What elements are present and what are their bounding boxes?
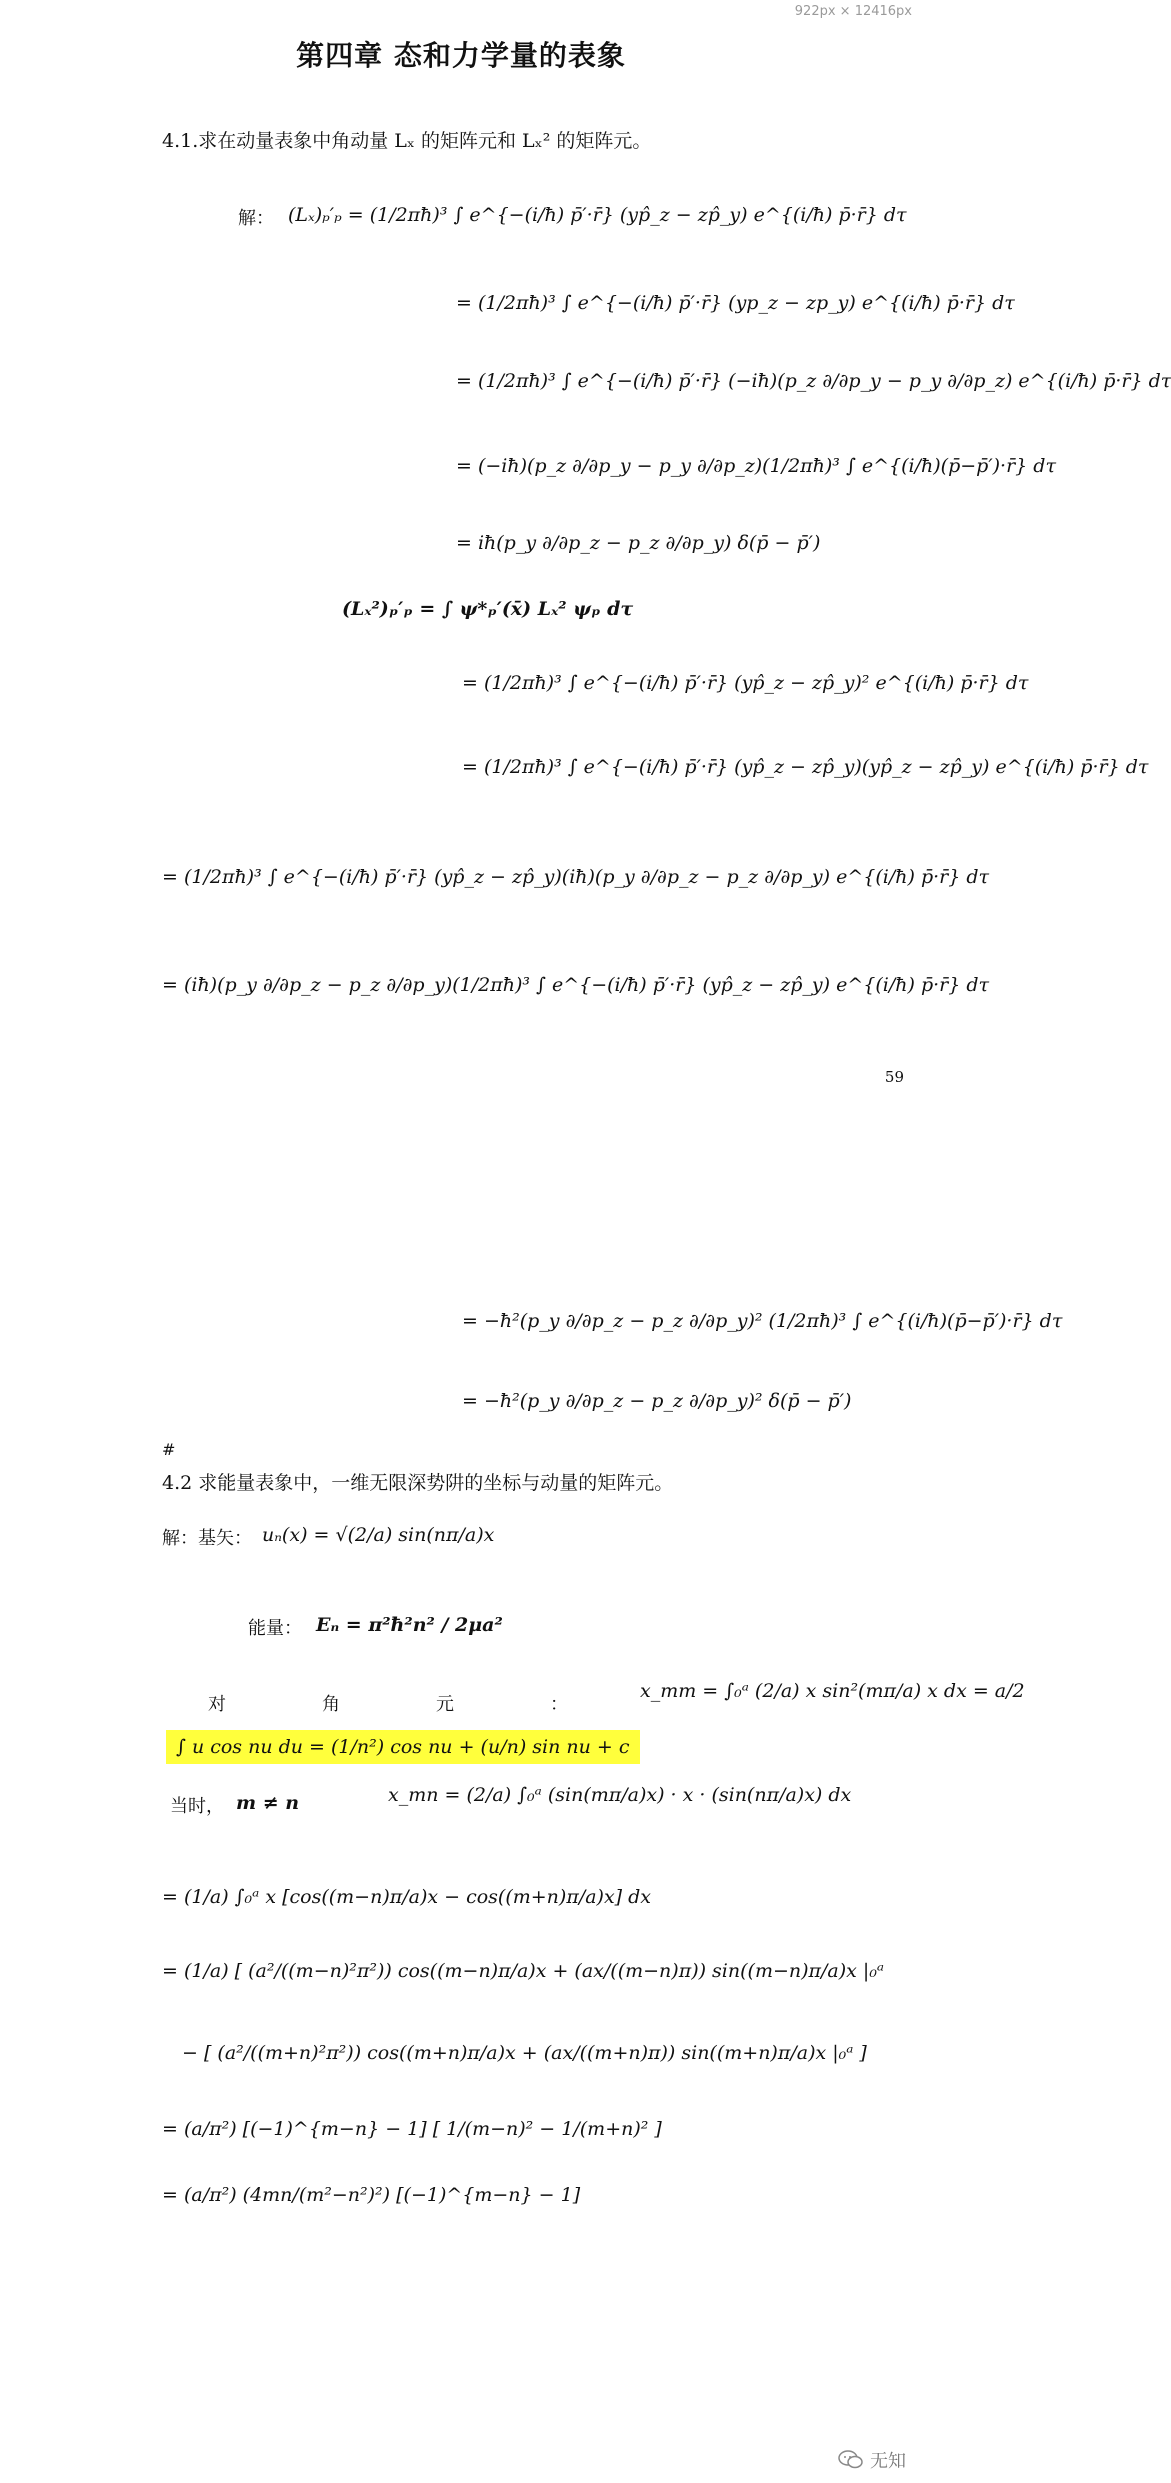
diagonal-label-char: 角 [322,1694,340,1715]
derivation-line-1: = (1/a) ∫₀ᵃ x [cos((m−n)π/a)x − cos((m+n)π/a)x] dx [162,1886,651,1908]
lx2-definition: (Lₓ²)ₚ′ₚ = ∫ ψ*ₚ′(x̄) Lₓ² ψₚ dτ [342,598,634,620]
watermark-text: 无知 [870,2451,906,2472]
highlighted-integral-formula: ∫ u cos nu du = (1/n²) cos nu + (u/n) sin nu + c [166,1730,640,1764]
lx2-line-2: = (1/2πħ)³ ∫ e^{−(i/ħ) p̄′·r̄} (yp̂_z − zp̂_y)(yp̂_z − zp̂_y) e^{(i/ħ) p̄·r̄} dτ [462,756,1149,778]
lx2-line-5: = −ħ²(p_y ∂/∂p_z − p_z ∂/∂p_y)² (1/2πħ)³ ∫ e^{(i/ħ)(p̄−p̄′)·r̄} dτ [462,1310,1063,1332]
lx-line-2: = (1/2πħ)³ ∫ e^{−(i/ħ) p̄′·r̄} (yp_z − zp_y) e^{(i/ħ) p̄·r̄} dτ [456,292,1015,314]
lx2-line-1: = (1/2πħ)³ ∫ e^{−(i/ħ) p̄′·r̄} (yp̂_z − zp̂_y)² e^{(i/ħ) p̄·r̄} dτ [462,672,1029,694]
when-condition: m ≠ n [236,1792,300,1814]
solution-label: 解： [238,208,274,229]
chapter-title: 第四章 态和力学量的表象 [296,39,626,72]
problem-4-1-statement: 4.1.求在动量表象中角动量 Lₓ 的矩阵元和 Lₓ² 的矩阵元。 [162,130,652,152]
lx-line-3: = (1/2πħ)³ ∫ e^{−(i/ħ) p̄′·r̄} (−iħ)(p_z ∂/∂p_y − p_y ∂/∂p_z) e^{(i/ħ) p̄·r̄} dτ [456,370,1171,392]
lx2-line-3: = (1/2πħ)³ ∫ e^{−(i/ħ) p̄′·r̄} (yp̂_z − zp̂_y)(iħ)(p_y ∂/∂p_z − p_z ∂/∂p_y) e^{(i/ħ) p̄·r̄} dτ [162,866,990,888]
derivation-line-4: = (a/π²) [(−1)^{m−n} − 1] [ 1/(m−n)² − 1/(m+n)² ] [162,2118,662,2140]
diagonal-label [208,1690,568,1716]
energy-label: 能量： [248,1618,302,1639]
watermark [838,2447,906,2473]
lx-line-5: = iħ(p_y ∂/∂p_z − p_z ∂/∂p_y) δ(p̄ − p̄′) [456,532,821,554]
lx-line-4: = (−iħ)(p_z ∂/∂p_y − p_y ∂/∂p_z)(1/2πħ)³ ∫ e^{(i/ħ)(p̄−p̄′)·r̄} dτ [456,455,1056,477]
when-label: 当时， [170,1796,224,1817]
basis-equation: uₙ(x) = √(2/a) sin(nπ/a)x [262,1524,495,1546]
section-break-mark: # [162,1440,176,1459]
offdiagonal-equation: x_mn = (2/a) ∫₀ᵃ (sin(mπ/a)x) · x · (sin(nπ/a)x) dx [388,1784,852,1806]
diagonal-label-char: ： [550,1694,568,1715]
basis-label: 解：基矢： [162,1528,252,1549]
problem-4-2-statement: 4.2 求能量表象中，一维无限深势阱的坐标与动量的矩阵元。 [162,1472,674,1494]
diagonal-label-char: 元 [436,1694,454,1715]
lx-line-1: (Lₓ)ₚ′ₚ = (1/2πħ)³ ∫ e^{−(i/ħ) p̄′·r̄} (yp̂_z − zp̂_y) e^{(i/ħ) p̄·r̄} dτ [288,204,907,226]
derivation-line-2: = (1/a) [ (a²/((m−n)²π²)) cos((m−n)π/a)x + (ax/((m−n)π)) sin((m−n)π/a)x |₀ᵃ [162,1960,885,1982]
energy-equation: Eₙ = π²ħ²n² / 2μa² [316,1614,503,1636]
wechat-chat-icon [838,2450,864,2470]
image-dimensions-label: 922px × 12416px [794,4,912,19]
lx2-line-6: = −ħ²(p_y ∂/∂p_z − p_z ∂/∂p_y)² δ(p̄ − p̄′) [462,1390,852,1412]
derivation-line-3: − [ (a²/((m+n)²π²)) cos((m+n)π/a)x + (ax/((m+n)π)) sin((m+n)π/a)x |₀ᵃ ] [182,2042,867,2064]
diagonal-equation: x_mm = ∫₀ᵃ (2/a) x sin²(mπ/a) x dx = a/2 [640,1680,1025,1702]
page-number: 59 [884,1068,904,1086]
lx2-line-4: = (iħ)(p_y ∂/∂p_z − p_z ∂/∂p_y)(1/2πħ)³ ∫ e^{−(i/ħ) p̄′·r̄} (yp̂_z − zp̂_y) e^{(i/ħ) p̄·r̄} dτ [162,974,990,996]
diagonal-label-char: 对 [208,1694,226,1715]
derivation-line-5: = (a/π²) (4mn/(m²−n²)²) [(−1)^{m−n} − 1] [162,2184,581,2206]
